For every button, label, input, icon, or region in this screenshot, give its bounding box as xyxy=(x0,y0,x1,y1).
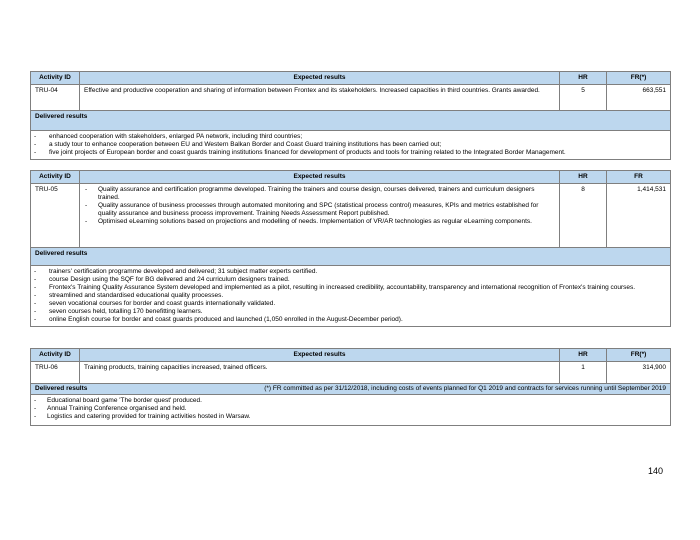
list-item: - five joint projects of European border and coast guards training institutions financed for development of products and tools for training related to the Integrated Border Management. xyxy=(33,149,668,157)
fr-footnote: (*) FR committed as per 31/12/2018, including costs of events planned for Q1 2019 and contracts for services running until September 2019 xyxy=(264,385,666,392)
table-header-row xyxy=(31,72,671,85)
list-item: - Logistics and catering provided for training activities hosted in Warsaw. xyxy=(33,413,668,421)
activity-id: TRU-04 xyxy=(31,85,80,111)
list-item: - seven courses held, totalling 170 benefitting learners. xyxy=(33,308,668,316)
header-activity-id: Activity ID xyxy=(31,349,80,362)
delivered-results-list xyxy=(31,266,671,327)
list-item: - Quality assurance and certification programme developed. Training the trainers and course design, courses delivered, trainers and curriculum designers trained. xyxy=(84,186,555,202)
list-item: - seven vocational courses for border and coast guards internationally validated. xyxy=(33,300,668,308)
hr-value: 1 xyxy=(560,362,607,384)
hr-value: 8 xyxy=(560,184,607,248)
header-activity-id: Activity ID xyxy=(31,72,80,85)
list-item: - Annual Training Conference organised and held. xyxy=(33,405,668,413)
list-item: - trainers' certification programme developed and delivered; 31 subject matter experts certified. xyxy=(33,268,668,276)
delivered-results-label: Delivered results xyxy=(35,385,88,392)
table-row xyxy=(31,85,671,111)
header-fr: FR xyxy=(607,171,671,184)
list-item: - streamlined and standardised educational quality processes. xyxy=(33,292,668,300)
delivered-results-header: Delivered results xyxy=(31,111,671,131)
expected-results: Effective and productive cooperation and sharing of information between Frontex and its stakeholders. Increased capacities in third countries. Grants awarded. xyxy=(80,85,560,111)
expected-results xyxy=(80,184,560,248)
delivered-results-header xyxy=(31,384,671,395)
tru-06-table xyxy=(30,348,671,426)
delivered-results-list xyxy=(31,131,671,160)
header-fr: FR(*) xyxy=(607,349,671,362)
header-fr: FR(*) xyxy=(607,72,671,85)
list-item: - enhanced cooperation with stakeholders, enlarged PA network, including third countries; xyxy=(33,133,668,141)
list-item: - online English course for border and coast guards produced and launched (1,050 enrolled in the August-December period). xyxy=(33,316,668,324)
expected-results: Training products, training capacities increased, trained officers. xyxy=(80,362,560,384)
list-item: - Frontex's Training Quality Assurance System developed and implemented as a pilot, resulting in increased credibility, accountability, transparency and international recognition of Frontex's training courses. xyxy=(33,284,668,292)
delivered-results-header: Delivered results xyxy=(31,248,671,266)
fr-value: 1,414,531 xyxy=(607,184,671,248)
header-expected-results: Expected results xyxy=(80,171,560,184)
table-header-row xyxy=(31,171,671,184)
page-number: 140 xyxy=(648,466,664,476)
tru-05-table xyxy=(30,170,671,327)
hr-value: 5 xyxy=(560,85,607,111)
activity-id: TRU-05 xyxy=(31,184,80,248)
list-item: - a study tour to enhance cooperation between EU and Western Balkan Border and Coast Guard training institutions has been carried out; xyxy=(33,141,668,149)
header-expected-results: Expected results xyxy=(80,349,560,362)
table-row xyxy=(31,184,671,248)
fr-value: 663,551 xyxy=(607,85,671,111)
table-row xyxy=(31,362,671,384)
table-header-row xyxy=(31,349,671,362)
header-hr: HR xyxy=(560,349,607,362)
list-item: - course Design using the SQF for BG delivered and 24 curriculum designers trained. xyxy=(33,276,668,284)
delivered-results-list xyxy=(31,395,671,426)
tru-04-table xyxy=(30,71,671,160)
header-hr: HR xyxy=(560,72,607,85)
header-hr: HR xyxy=(560,171,607,184)
activity-id: TRU-06 xyxy=(31,362,80,384)
list-item: - Optimised eLearning solutions based on projections and modelling of needs. Implementation of VR/AR technologies as regular eLearning components. xyxy=(84,218,555,226)
fr-value: 314,900 xyxy=(607,362,671,384)
header-activity-id: Activity ID xyxy=(31,171,80,184)
list-item: - Educational board game 'The border quest' produced. xyxy=(33,397,668,405)
header-expected-results: Expected results xyxy=(80,72,560,85)
list-item: - Quality assurance of business processes through automated monitoring and SPC (statistical process control) measures, KPIs and metrics established for quality assurance and business process improvement. Training Needs Assessment Report published. xyxy=(84,202,555,218)
